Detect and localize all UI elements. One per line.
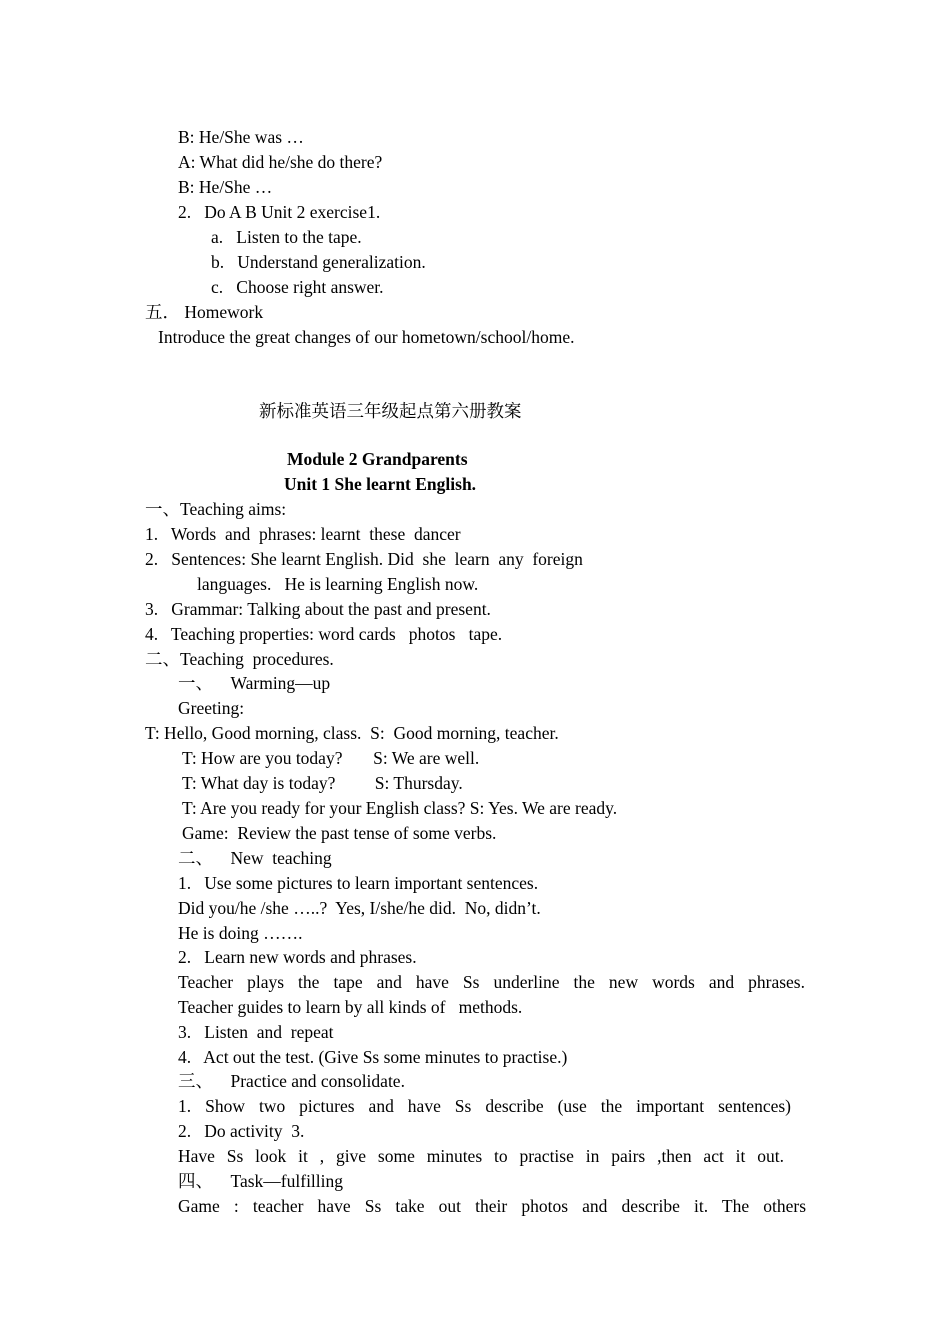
sub-list-item: c. Choose right answer. bbox=[211, 277, 384, 297]
subsection-heading: 一、 Warming—up bbox=[178, 673, 331, 693]
subsection-heading: 二、 New teaching bbox=[178, 848, 332, 868]
justified-paragraph: Game : teacher have Ss take out their photos and describe it. The others bbox=[178, 1196, 806, 1216]
paragraph: Greeting: bbox=[178, 698, 245, 718]
justified-paragraph: Teacher plays the tape and have Ss underline the new words and phrases. bbox=[178, 972, 805, 992]
list-item: 1. Use some pictures to learn important sentences. bbox=[178, 873, 539, 893]
homework-text: Introduce the great changes of our hometown/school/home. bbox=[158, 327, 575, 347]
module-title: Module 2 Grandparents bbox=[287, 449, 468, 469]
dialogue-line: A: What did he/she do there? bbox=[178, 152, 383, 172]
dialogue-line: B: He/She was … bbox=[178, 127, 304, 147]
document-title: 新标准英语三年级起点第六册教案 bbox=[259, 401, 522, 421]
list-item: 4. Teaching properties: word cards photos tape. bbox=[145, 624, 503, 644]
paragraph: He is doing ……. bbox=[178, 923, 303, 943]
list-item: 4. Act out the test. (Give Ss some minutes to practise.) bbox=[178, 1047, 568, 1067]
justified-paragraph: Have Ss look it , give some minutes to practise in pairs ,then act it out. bbox=[178, 1146, 784, 1166]
subsection-heading: 四、 Task—fulfilling bbox=[178, 1171, 344, 1191]
list-item: 2. Do A B Unit 2 exercise1. bbox=[178, 202, 381, 222]
paragraph: Game: Review the past tense of some verbs. bbox=[182, 823, 497, 843]
homework-heading: 五． Homework bbox=[145, 302, 264, 322]
paragraph: Did you/he /she …..? Yes, I/she/he did. No, didn’t. bbox=[178, 898, 541, 918]
dialogue-line: T: What day is today? S: Thursday. bbox=[182, 773, 463, 793]
list-item: 2. Learn new words and phrases. bbox=[178, 947, 417, 967]
dialogue-line: T: Hello, Good morning, class. S: Good morning, teacher. bbox=[145, 723, 559, 743]
sub-list-item: b. Understand generalization. bbox=[211, 252, 426, 272]
justified-list-item: 1. Show two pictures and have Ss describe (use the important sentences) bbox=[178, 1096, 791, 1116]
list-item: 3. Grammar: Talking about the past and present. bbox=[145, 599, 491, 619]
list-item: 2. Do activity 3. bbox=[178, 1121, 305, 1141]
list-item: 2. Sentences: She learnt English. Did she learn any foreign bbox=[145, 549, 583, 569]
section-heading: 二、Teaching procedures. bbox=[145, 649, 334, 669]
list-item-continuation: languages. He is learning English now. bbox=[197, 574, 479, 594]
list-item: 1. Words and phrases: learnt these dancer bbox=[145, 524, 461, 544]
paragraph: Teacher guides to learn by all kinds of methods. bbox=[178, 997, 523, 1017]
list-item: 3. Listen and repeat bbox=[178, 1022, 334, 1042]
dialogue-line: B: He/She … bbox=[178, 177, 273, 197]
sub-list-item: a. Listen to the tape. bbox=[211, 227, 362, 247]
subsection-heading: 三、 Practice and consolidate. bbox=[178, 1071, 405, 1091]
section-heading: 一、Teaching aims: bbox=[145, 499, 287, 519]
unit-title: Unit 1 She learnt English. bbox=[284, 474, 477, 494]
dialogue-line: T: How are you today? S: We are well. bbox=[182, 748, 480, 768]
dialogue-line: T: Are you ready for your English class? S: Yes. We are ready. bbox=[182, 798, 618, 818]
